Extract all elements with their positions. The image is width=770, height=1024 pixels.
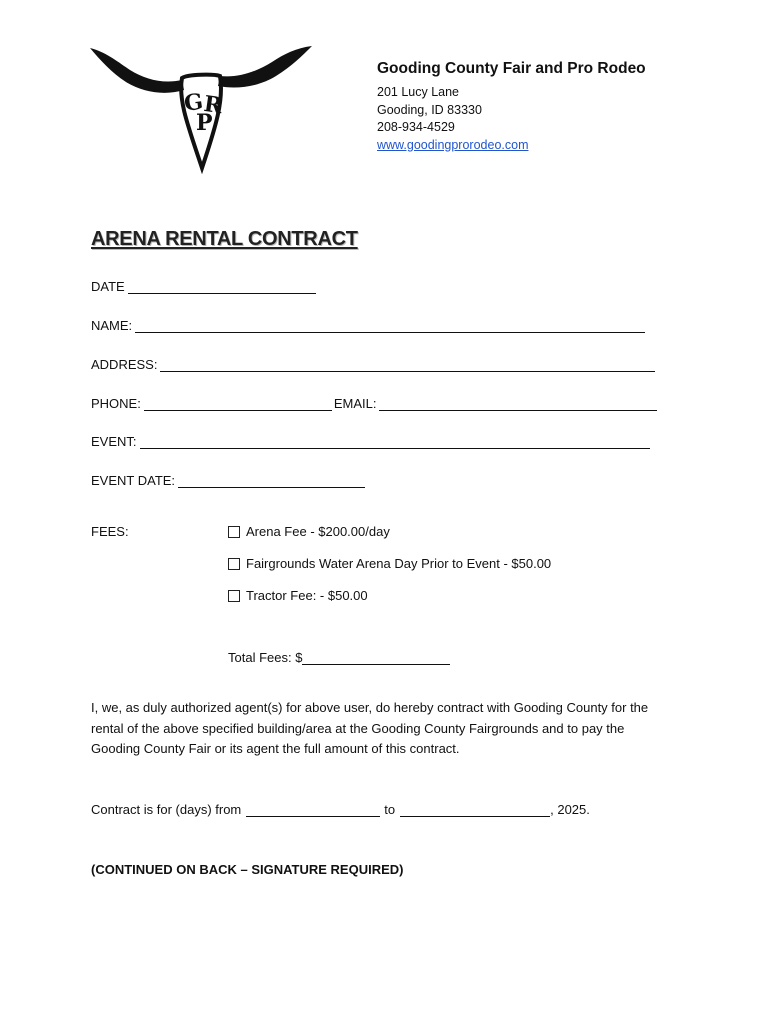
org-street: 201 Lucy Lane	[377, 85, 460, 99]
date-field[interactable]	[128, 279, 316, 294]
total-fees-row	[228, 650, 450, 665]
total-fees-field[interactable]	[302, 650, 450, 665]
name-label: NAME:	[91, 318, 133, 333]
fees-label: FEES:	[91, 524, 129, 539]
fee-tractor-label: Tractor Fee: - $50.00	[246, 588, 368, 603]
email-field[interactable]	[379, 396, 657, 411]
phone-label: PHONE:	[91, 396, 141, 411]
phone-email-row	[91, 396, 657, 411]
contract-middle: to	[384, 802, 396, 817]
checkbox-tractor-fee[interactable]	[228, 590, 240, 602]
logo-letter-p: P	[196, 110, 213, 136]
left-horn	[90, 48, 184, 93]
fee-option-arena[interactable]	[228, 524, 390, 539]
fee-water-label: Fairgrounds Water Arena Day Prior to Event - $50.00	[246, 556, 552, 571]
org-info	[377, 60, 646, 154]
org-website-link[interactable]: www.goodingprorodeo.com	[377, 137, 529, 152]
org-name: Gooding County Fair and Pro Rodeo	[377, 60, 646, 77]
org-city: Gooding, ID 83330	[377, 102, 482, 117]
date-label: DATE	[91, 279, 125, 294]
checkbox-arena-fee[interactable]	[228, 526, 240, 538]
agreement-paragraph: I, we, as duly authorized agent(s) for above user, do hereby contract with Gooding County for the rental of the above specified building/area at the Gooding County Fairgrounds and to pay the Gooding County Fair or its agent the full amount of this contract.	[91, 700, 649, 756]
total-fees-label: Total Fees: $	[228, 650, 303, 665]
continued-note: (CONTINUED ON BACK – SIGNATURE REQUIRED)	[91, 862, 404, 877]
logo-letter-r: R	[202, 91, 224, 120]
event-date-field[interactable]	[178, 473, 365, 488]
checkbox-water-fee[interactable]	[228, 558, 240, 570]
address-field[interactable]	[160, 357, 655, 372]
event-date-label: EVENT DATE:	[91, 473, 176, 488]
org-phone: 208-934-4529	[377, 120, 455, 134]
email-label: EMAIL:	[333, 396, 377, 411]
fee-arena-label: Arena Fee - $200.00/day	[246, 524, 390, 539]
contract-suffix: , 2025.	[550, 802, 590, 817]
event-date-row	[91, 473, 365, 488]
page-title: ARENA RENTAL CONTRACT	[91, 228, 358, 250]
longhorn-logo	[88, 40, 314, 174]
address-label: ADDRESS:	[91, 357, 158, 372]
contract-start-field[interactable]	[246, 802, 380, 817]
right-horn	[218, 46, 312, 88]
contract-end-field[interactable]	[400, 802, 550, 817]
logo-letter-g: G	[182, 88, 205, 117]
contract-period-row	[91, 802, 590, 817]
name-field[interactable]	[135, 318, 645, 333]
event-field[interactable]	[140, 434, 650, 449]
phone-field[interactable]	[144, 396, 332, 411]
event-label: EVENT:	[91, 434, 137, 449]
fee-option-water[interactable]	[228, 556, 551, 571]
address-row	[91, 357, 655, 372]
fee-option-tractor[interactable]	[228, 588, 368, 603]
date-row	[91, 279, 316, 294]
contract-prefix: Contract is for (days) from	[91, 802, 242, 817]
name-row	[91, 318, 645, 333]
event-row	[91, 434, 650, 449]
